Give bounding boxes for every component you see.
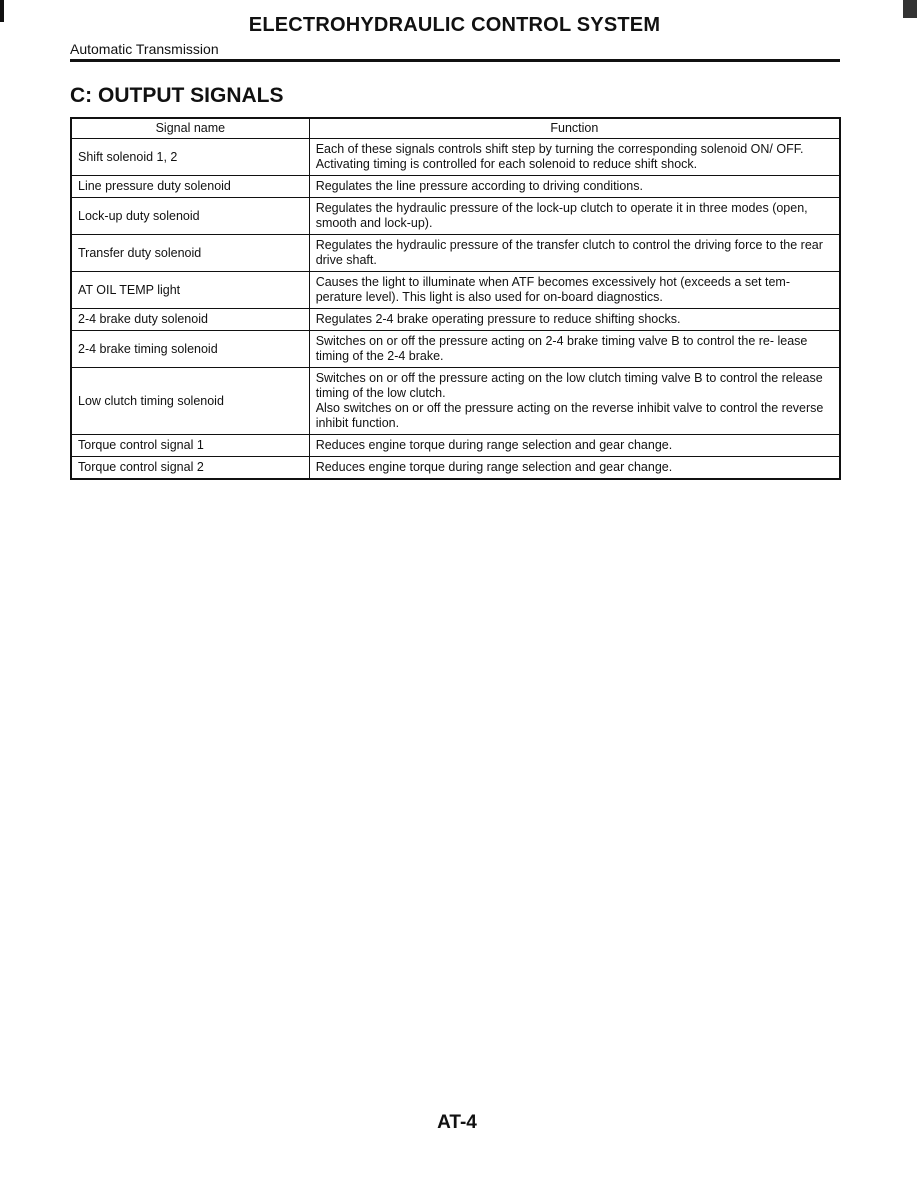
function-cell: Causes the light to illuminate when ATF becomes excessively hot (exceeds a set tem- perature level). This light is also used for on-board diagnostics. <box>309 272 840 309</box>
document-title: ELECTROHYDRAULIC CONTROL SYSTEM <box>248 14 661 36</box>
table-row <box>71 435 840 457</box>
table-row <box>71 176 840 198</box>
function-cell: Regulates the hydraulic pressure of the lock-up clutch to operate it in three modes (open, smooth and lock-up). <box>309 198 840 235</box>
header-divider <box>70 59 840 62</box>
table-row <box>71 272 840 309</box>
table-row <box>71 235 840 272</box>
function-cell: Reduces engine torque during range selection and gear change. <box>309 435 840 457</box>
column-header-signal-name: Signal name <box>71 118 309 139</box>
function-cell: Switches on or off the pressure acting on 2-4 brake timing valve B to control the re- lease timing of the 2-4 brake. <box>309 331 840 368</box>
function-text: Switches on or off the pressure acting on the low clutch timing valve B to control the release timing of the low clutch. <box>315 371 823 400</box>
signal-name-cell: Low clutch timing solenoid <box>71 368 309 435</box>
signal-name-cell: 2-4 brake timing solenoid <box>71 331 309 368</box>
signal-name-cell: Shift solenoid 1, 2 <box>71 139 309 176</box>
signal-name-cell: Line pressure duty solenoid <box>71 176 309 198</box>
signal-name-cell: Transfer duty solenoid <box>71 235 309 272</box>
page-number: AT-4 <box>437 1112 477 1133</box>
function-cell: Regulates the hydraulic pressure of the transfer clutch to control the driving force to the rear drive shaft. <box>309 235 840 272</box>
signal-name-cell: AT OIL TEMP light <box>71 272 309 309</box>
table-header-row <box>71 118 840 139</box>
output-signals-table <box>70 117 841 480</box>
signal-name-cell: 2-4 brake duty solenoid <box>71 309 309 331</box>
table-row <box>71 331 840 368</box>
function-cell: Regulates 2-4 brake operating pressure to reduce shifting shocks. <box>309 309 840 331</box>
function-cell: Regulates the line pressure according to driving conditions. <box>309 176 840 198</box>
table-row <box>71 198 840 235</box>
signal-name-cell: Torque control signal 1 <box>71 435 309 457</box>
table-row <box>71 309 840 331</box>
function-text-extra: Also switches on or off the pressure acting on the reverse inhibit valve to control the reverse inhibit function. <box>315 401 824 430</box>
section-heading: C: OUTPUT SIGNALS <box>70 84 284 107</box>
signal-name-cell: Torque control signal 2 <box>71 457 309 480</box>
signal-name-cell: Lock-up duty solenoid <box>71 198 309 235</box>
function-cell <box>309 368 840 435</box>
table-row <box>71 139 840 176</box>
function-cell: Each of these signals controls shift step by turning the corresponding solenoid ON/ OFF. Activating timing is controlled for each solenoid to reduce shift shock. <box>309 139 840 176</box>
table-row <box>71 457 840 480</box>
function-cell: Reduces engine torque during range selection and gear change. <box>309 457 840 480</box>
table-row <box>71 368 840 435</box>
document-subtitle: Automatic Transmission <box>70 41 219 57</box>
column-header-function: Function <box>309 118 840 139</box>
